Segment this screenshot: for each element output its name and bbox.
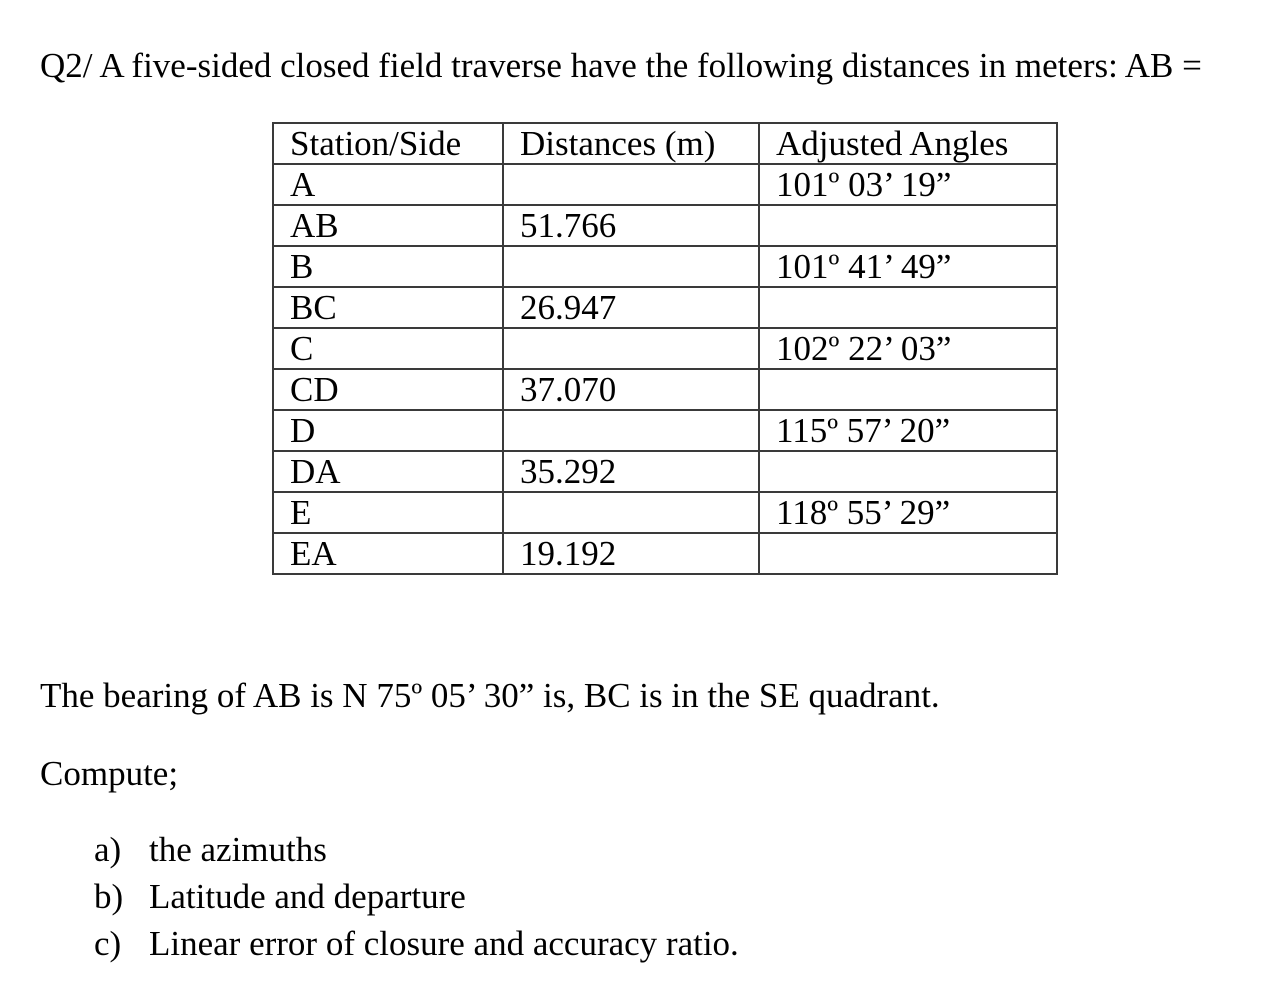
table-row	[273, 410, 1057, 451]
distance-cell: 37.070	[503, 369, 759, 410]
station-cell: C	[273, 328, 503, 369]
distance-cell: 26.947	[503, 287, 759, 328]
list-item	[94, 922, 739, 969]
traverse-table	[272, 122, 1058, 575]
task-text: the azimuths	[149, 830, 327, 869]
distance-cell	[503, 328, 759, 369]
station-cell: CD	[273, 369, 503, 410]
station-cell: D	[273, 410, 503, 451]
angle-cell: 102º 22’ 03”	[759, 328, 1057, 369]
angle-cell: 101º 41’ 49”	[759, 246, 1057, 287]
table-row	[273, 451, 1057, 492]
angle-cell: 118º 55’ 29”	[759, 492, 1057, 533]
bearing-text: The bearing of AB is N 75º 05’ 30” is, BC is in the SE quadrant.	[40, 676, 940, 715]
station-cell: DA	[273, 451, 503, 492]
task-text: Latitude and departure	[149, 877, 466, 916]
station-cell: B	[273, 246, 503, 287]
table-row	[273, 533, 1057, 574]
table-row	[273, 164, 1057, 205]
list-marker: a)	[94, 830, 122, 869]
list-marker: b)	[94, 877, 124, 916]
angle-cell	[759, 369, 1057, 410]
table-row	[273, 205, 1057, 246]
distance-cell	[503, 492, 759, 533]
question-text: Q2/ A five-sided closed field traverse have the following distances in meters: AB =	[40, 46, 1202, 85]
table-row	[273, 369, 1057, 410]
header-angle: Adjusted Angles	[759, 123, 1057, 164]
table-row	[273, 246, 1057, 287]
angle-cell	[759, 205, 1057, 246]
table-row	[273, 492, 1057, 533]
angle-cell	[759, 533, 1057, 574]
compute-label: Compute;	[40, 754, 179, 793]
station-cell: E	[273, 492, 503, 533]
distance-cell	[503, 164, 759, 205]
distance-cell	[503, 410, 759, 451]
distance-cell: 35.292	[503, 451, 759, 492]
list-item	[94, 875, 739, 922]
angle-cell	[759, 287, 1057, 328]
station-cell: A	[273, 164, 503, 205]
angle-cell	[759, 451, 1057, 492]
angle-cell: 115º 57’ 20”	[759, 410, 1057, 451]
station-cell: EA	[273, 533, 503, 574]
table-header-row	[273, 123, 1057, 164]
header-station: Station/Side	[273, 123, 503, 164]
angle-cell: 101º 03’ 19”	[759, 164, 1057, 205]
distance-cell: 51.766	[503, 205, 759, 246]
station-cell: BC	[273, 287, 503, 328]
task-text: Linear error of closure and accuracy ratio.	[149, 924, 739, 963]
task-list	[94, 828, 739, 969]
table-row	[273, 328, 1057, 369]
station-cell: AB	[273, 205, 503, 246]
distance-cell: 19.192	[503, 533, 759, 574]
list-item	[94, 828, 739, 875]
list-marker: c)	[94, 924, 122, 963]
distance-cell	[503, 246, 759, 287]
header-distance: Distances (m)	[503, 123, 759, 164]
table-row	[273, 287, 1057, 328]
